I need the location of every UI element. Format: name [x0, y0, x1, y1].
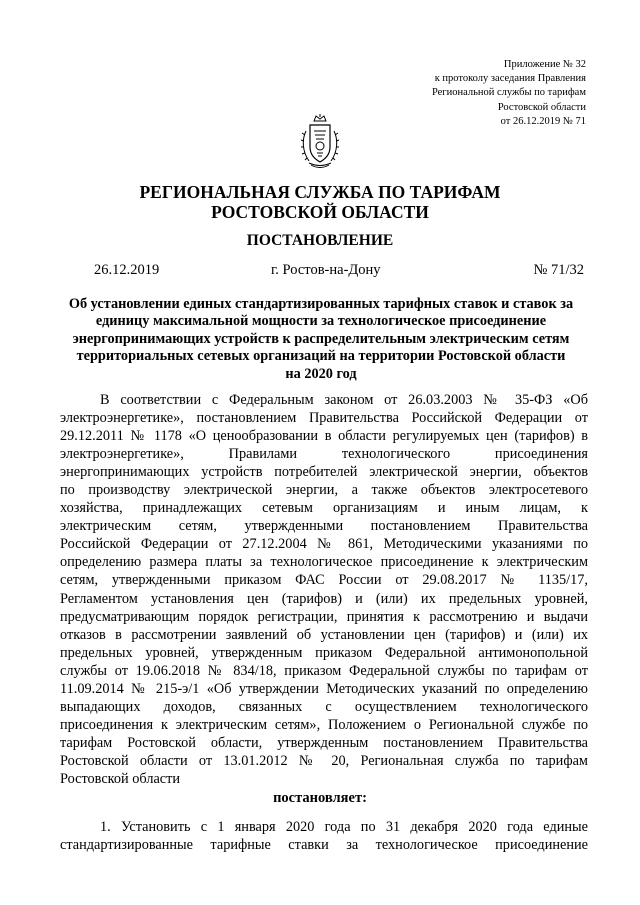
clause-line: стандартизированные тарифные ставки за технологическое присоединение: [60, 837, 588, 854]
document-subject: [58, 296, 584, 383]
organization-name: [0, 182, 640, 222]
document-meta-row: [94, 262, 584, 282]
paragraph-line: Ростовской области: [60, 770, 181, 787]
paragraph-line: Ростовской области от 13.01.2012 № 20, Региональная служба по тарифам: [60, 752, 588, 769]
subject-line: единицу максимальной мощности за технологическое присоединение: [95, 313, 547, 330]
paragraph-line: 11.09.2014 № 215-э/1 «Об утверждении Методических указаний по определению: [60, 680, 588, 697]
paragraph-line: выпадающих доходов, связанных с осуществлением технологического: [60, 698, 588, 715]
subject-line: на 2020 год: [285, 365, 357, 382]
paragraph-line: В соответствии с Федеральным законом от 26.03.2003 № 35-ФЗ «Об: [100, 392, 588, 408]
appendix-line: Региональной службы по тарифам: [431, 87, 586, 99]
appendix-line: Ростовской области: [497, 101, 586, 113]
organization-name-line: РОСТОВСКОЙ ОБЛАСТИ: [211, 202, 429, 222]
paragraph-line: отказов в рассмотрении заявлений об установлении цен (тарифов) и (или) их: [60, 626, 588, 643]
clause-line: 1. Установить с 1 января 2020 года по 31 декабря 2020 года единые: [100, 819, 588, 835]
paragraph-line: службы от 19.06.2018 № 834/18, приказом Федеральной службы по тарифам от: [60, 662, 588, 679]
appendix-line: от 26.12.2019 № 71: [500, 115, 586, 127]
organization-name-line: РЕГИОНАЛЬНАЯ СЛУЖБА ПО ТАРИФАМ: [139, 182, 501, 202]
clause-1: [60, 818, 588, 854]
subject-line: Об установлении единых стандартизированных тарифных ставок и ставок за: [68, 296, 574, 312]
document-date: 26.12.2019: [94, 262, 160, 278]
paragraph-line: хозяйства, принадлежащих сетевым организациям и иным лицам, к: [60, 500, 588, 517]
document-city: г. Ростов-на-Дону: [271, 262, 381, 278]
appendix-line: Приложение № 32: [503, 59, 586, 70]
paragraph-line: Регламентом установления цен (тарифов) и (или) их предельных уровней,: [60, 590, 588, 607]
paragraph-line: предусматривающим порядок регистрации, принятия к рассмотрению и выдачи: [60, 608, 588, 625]
paragraph-line: электроэнергетике», Правилами технологического присоединения: [60, 446, 588, 463]
appendix-reference: [432, 58, 586, 129]
paragraph-line: электрическим сетям, утвержденными постановлением Правительства: [60, 518, 588, 535]
paragraph-line: определению размера платы за технологическое присоединение к электрическим: [60, 554, 588, 571]
paragraph-line: сетям, утвержденными приказом ФАС России от 29.08.2017 № 1135/17,: [60, 572, 588, 589]
document-number: № 71/32: [533, 262, 584, 278]
paragraph-line: энергопринимающих устройств потребителей электрической энергии, объектов: [60, 464, 588, 481]
subject-line: территориальных сетевых организаций на территории Ростовской области: [76, 348, 566, 365]
paragraph-line: электроэнергетике», постановлением Правительства Российской Федерации от: [60, 410, 588, 427]
paragraph-line: предельных уровней, утвержденным приказом Федеральной антимонопольной: [60, 644, 588, 661]
paragraph-line: 29.12.2011 № 1178 «О ценообразовании в области регулируемых цен (тарифов) в: [60, 428, 588, 445]
subject-line: энергопринимающих устройств к распределительным электрическим сетям: [72, 330, 570, 347]
appendix-line: к протоколу заседания Правления: [434, 73, 586, 85]
preamble-paragraph: [60, 391, 588, 788]
paragraph-line: тарифам Ростовской области, утвержденным постановлением Правительства: [60, 734, 588, 751]
paragraph-line: Российской Федерации от 27.12.2004 № 861, Методическими указаниями по: [60, 536, 588, 553]
paragraph-line: присоединения к электрическим сетям», Положением о Региональной службе по: [60, 716, 588, 733]
document-type: ПОСТАНОВЛЕНИЕ: [246, 232, 394, 249]
paragraph-line: по производству электрической энергии, а также объектов электросетевого: [60, 482, 588, 499]
resolve-heading: постановляет:: [273, 790, 367, 806]
coat-of-arms-icon: [297, 113, 343, 171]
